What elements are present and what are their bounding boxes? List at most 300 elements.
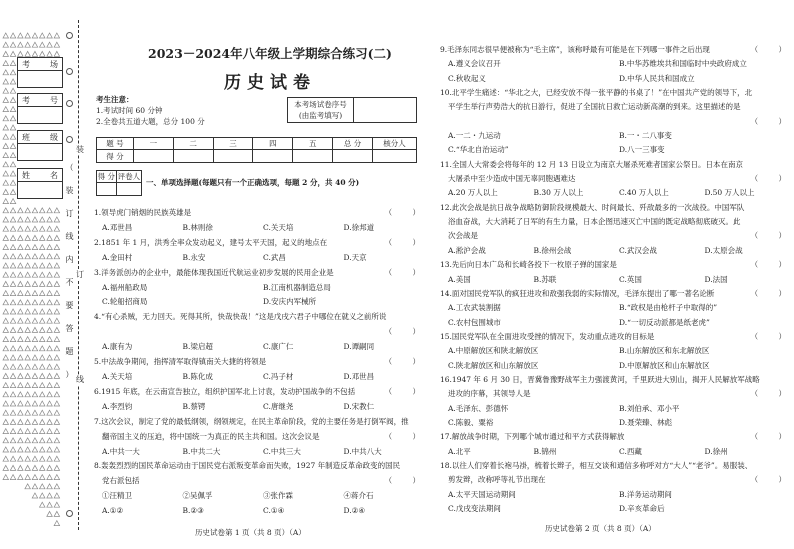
option[interactable]: B.刘伯承、邓小平 xyxy=(619,403,680,413)
question-line xyxy=(94,206,424,221)
grader-label: 评卷人 xyxy=(117,172,141,181)
section-title: 一、单项选择题(每题只有一个正确选项，每题 2 分，共 40 分) xyxy=(146,178,360,187)
option[interactable]: A.康有为 xyxy=(102,342,133,352)
triangle-mark xyxy=(32,465,38,470)
option[interactable]: C.关天培 xyxy=(263,222,294,232)
triangle-mark xyxy=(18,355,24,360)
triangle-mark xyxy=(32,410,38,415)
info-field-box[interactable] xyxy=(17,93,63,124)
score-cell[interactable] xyxy=(373,150,417,163)
option[interactable]: A.美国 xyxy=(448,274,471,284)
triangle-mark xyxy=(32,373,38,378)
triangle-mark xyxy=(32,208,38,213)
triangle-mark xyxy=(10,61,16,66)
question-line xyxy=(440,43,790,57)
triangle-mark xyxy=(18,263,24,268)
triangle-mark xyxy=(10,245,16,250)
score-cell[interactable] xyxy=(333,150,373,163)
option[interactable]: C.冯子材 xyxy=(263,371,294,381)
triangle-mark xyxy=(32,226,38,231)
triangle-mark xyxy=(3,235,9,240)
triangle-mark xyxy=(3,79,9,84)
option[interactable]: B.永安 xyxy=(182,252,206,262)
triangle-mark xyxy=(10,465,16,470)
triangle-mark xyxy=(54,346,60,351)
triangle-mark xyxy=(3,327,9,332)
option[interactable]: C.康广仁 xyxy=(263,342,294,352)
option[interactable]: C.秋收起义 xyxy=(448,73,486,83)
option[interactable]: C.①④ xyxy=(263,506,285,516)
triangle-mark xyxy=(10,97,16,102)
triangle-mark xyxy=(40,355,46,360)
triangle-mark xyxy=(10,272,16,277)
option[interactable]: A.关天培 xyxy=(102,371,133,381)
grader-cell[interactable] xyxy=(116,183,141,196)
triangle-mark xyxy=(10,254,16,259)
triangle-mark xyxy=(47,419,53,424)
option[interactable]: C.武汉会战 xyxy=(619,245,657,255)
triangle-mark xyxy=(18,33,24,38)
triangle-mark xyxy=(18,456,24,461)
answer-paren[interactable]: （ ） xyxy=(384,476,420,486)
triangle-mark xyxy=(3,226,9,231)
question-line xyxy=(94,459,424,474)
option[interactable]: ②吴佩孚 xyxy=(182,491,213,501)
triangle-mark xyxy=(3,355,9,360)
triangle-mark xyxy=(25,456,31,461)
triangle-mark xyxy=(25,300,31,305)
question xyxy=(440,430,790,459)
score-header-cell: 题 号 xyxy=(97,138,134,150)
option[interactable]: C.戊戌变法期间 xyxy=(448,504,501,513)
triangle-mark xyxy=(3,447,9,452)
answer-paren[interactable]: （ ） xyxy=(384,267,420,277)
triangle-mark xyxy=(10,364,16,369)
triangle-mark xyxy=(32,327,38,332)
triangle-mark xyxy=(18,401,24,406)
triangle-mark xyxy=(47,291,53,296)
option[interactable]: D.天京 xyxy=(343,252,367,262)
question-text: 13.先后向日本广岛和长崎各投下一枚原子弹的国家是 xyxy=(440,260,617,270)
triangle-mark xyxy=(40,475,46,480)
question-text: 1.领导虎门销烟的民族英雄是 xyxy=(94,208,192,217)
triangle-mark xyxy=(54,373,60,378)
question-text: 16.1947 年 6 月 30 日，晋冀鲁豫野战军主力强渡黄河，千里跃进大别山，揭开人民解放军战略 xyxy=(440,374,760,384)
triangle-mark xyxy=(54,235,60,240)
option[interactable]: B.林则徐 xyxy=(182,222,213,232)
question-line xyxy=(440,459,790,473)
triangle-mark xyxy=(47,309,53,314)
triangle-mark xyxy=(18,392,24,397)
options xyxy=(440,244,790,258)
triangle-mark xyxy=(32,484,38,489)
triangle-mark xyxy=(25,419,31,424)
answer-paren[interactable]: （ ） xyxy=(750,231,786,241)
score-table xyxy=(96,137,417,163)
option[interactable]: B.蔡锷 xyxy=(182,401,206,411)
score-row-label: 得 分 xyxy=(97,150,134,163)
answer-paren[interactable]: （ ） xyxy=(750,45,786,54)
triangle-mark xyxy=(3,419,9,424)
triangle-mark xyxy=(10,162,16,167)
triangle-mark xyxy=(3,465,9,470)
binding-warning-char: 内 xyxy=(65,255,74,264)
question-text: 10.北平学生痛述：“华北之大，已经安放不得一张平静的书桌了！”在中国共产党的领导下，北 xyxy=(440,88,753,98)
triangle-mark xyxy=(32,300,38,305)
triangle-mark xyxy=(47,42,53,47)
option[interactable]: D.②④ xyxy=(343,506,366,516)
option[interactable]: D.邓世昌 xyxy=(343,371,375,381)
score-header-cell: 五 xyxy=(293,138,333,150)
serial-number-box xyxy=(287,97,417,123)
triangle-mark xyxy=(3,107,9,112)
question xyxy=(440,158,790,201)
triangle-mark xyxy=(47,254,53,259)
score-cell[interactable] xyxy=(293,150,333,163)
answer-paren[interactable]: （ ） xyxy=(750,475,786,485)
info-field-box[interactable] xyxy=(17,57,63,88)
triangle-mark xyxy=(25,392,31,397)
triangle-mark xyxy=(18,429,24,434)
option[interactable]: A.淞沪会战 xyxy=(448,245,486,255)
triangle-mark xyxy=(40,364,46,369)
binding-warning-char: 要 xyxy=(65,301,74,310)
info-field-box[interactable] xyxy=(17,168,63,199)
options xyxy=(440,344,790,373)
option[interactable]: ④蒋介石 xyxy=(343,491,374,501)
option[interactable]: C.农村包围城市 xyxy=(448,317,501,327)
triangle-mark xyxy=(40,484,46,489)
option[interactable]: A.中共一大 xyxy=(102,446,140,456)
triangle-mark xyxy=(40,281,46,286)
option[interactable]: D.中华人民共和国成立 xyxy=(619,73,695,83)
triangle-mark xyxy=(47,51,53,56)
score-cell[interactable] xyxy=(133,150,173,163)
option[interactable]: C.40 万人以上 xyxy=(619,188,669,198)
question xyxy=(440,86,790,158)
score-header-cell: 总 分 xyxy=(333,138,373,150)
option[interactable]: B.陈化成 xyxy=(182,371,213,381)
triangle-mark xyxy=(25,217,31,222)
triangle-mark xyxy=(32,33,38,38)
triangle-mark xyxy=(10,143,16,148)
triangle-mark xyxy=(32,447,38,452)
option[interactable]: B.徐州会战 xyxy=(533,245,572,255)
triangle-mark xyxy=(18,281,24,286)
triangle-mark xyxy=(25,410,31,415)
subject-title: 历史试卷 xyxy=(224,73,316,93)
triangle-mark xyxy=(25,318,31,323)
option[interactable]: B.梁启超 xyxy=(182,342,213,352)
triangle-mark xyxy=(10,180,16,185)
triangle-mark xyxy=(54,337,60,342)
answer-paren[interactable]: （ ） xyxy=(750,174,786,184)
question xyxy=(94,310,424,355)
option[interactable]: D.中原解放区和山东解放区 xyxy=(619,360,710,370)
score-header-cell: 四 xyxy=(253,138,293,150)
option[interactable]: A.一二・九运动 xyxy=(448,131,501,141)
triangle-mark xyxy=(47,208,53,213)
answer-paren[interactable]: （ ） xyxy=(750,389,786,399)
option[interactable]: D.宋教仁 xyxy=(343,401,375,411)
triangle-mark xyxy=(54,456,60,461)
triangle-mark xyxy=(47,484,53,489)
triangle-mark xyxy=(54,327,60,332)
option[interactable]: D.徐州 xyxy=(704,446,728,456)
options xyxy=(94,221,424,236)
triangle-mark xyxy=(10,42,16,47)
question-text: 次会战是 xyxy=(448,231,478,241)
answer-paren[interactable]: （ ） xyxy=(750,331,786,341)
question-line xyxy=(440,115,790,129)
option[interactable]: A.邓世昌 xyxy=(102,222,133,232)
option[interactable]: A.北平 xyxy=(448,446,471,456)
question-text: 11.全国人大常委会将每年的 12 月 13 日设立为南京大屠杀死难者国家公祭日。日本在南京 xyxy=(440,159,744,169)
triangle-mark xyxy=(18,51,24,56)
question xyxy=(440,330,790,373)
triangle-mark xyxy=(47,318,53,323)
triangle-mark xyxy=(32,337,38,342)
score-cell[interactable] xyxy=(173,150,213,163)
triangle-mark xyxy=(3,337,9,342)
triangle-mark xyxy=(10,392,16,397)
question xyxy=(94,385,424,415)
triangle-mark xyxy=(47,429,53,434)
option[interactable]: A.20 万人以上 xyxy=(448,188,498,198)
option[interactable]: B.苏联 xyxy=(533,274,557,284)
exam-notes xyxy=(96,94,205,127)
option[interactable]: C.“华北自治运动” xyxy=(448,145,509,155)
question xyxy=(94,236,424,266)
triangle-mark xyxy=(25,465,31,470)
option[interactable]: D.徐邦道 xyxy=(343,222,375,232)
answer-paren[interactable]: （ ） xyxy=(384,327,420,337)
question-line xyxy=(440,172,790,186)
option[interactable]: ③张作霖 xyxy=(263,491,293,501)
triangle-mark xyxy=(40,438,46,443)
score-header-cell: 三 xyxy=(213,138,253,150)
answer-paren[interactable]: （ ） xyxy=(384,237,420,247)
triangle-mark xyxy=(40,318,46,323)
option[interactable]: B.30 万人以上 xyxy=(533,188,584,198)
triangle-mark xyxy=(32,475,38,480)
answer-paren[interactable]: （ ） xyxy=(750,432,786,442)
option[interactable]: D.辛亥革命后 xyxy=(619,504,665,513)
triangle-mark xyxy=(3,373,9,378)
circle-mark xyxy=(66,68,73,75)
option[interactable]: B.山东解放区和东北解放区 xyxy=(619,346,710,356)
option[interactable]: D.聂荣臻、林彪 xyxy=(619,417,673,427)
option[interactable]: A.遵义会议召开 xyxy=(448,59,501,69)
binding-warning-char: 线 xyxy=(65,232,74,241)
option[interactable]: A.中原解放区和陕北解放区 xyxy=(448,346,539,356)
option[interactable]: B.②③ xyxy=(182,506,204,516)
info-field-box[interactable] xyxy=(17,130,63,161)
answer-paren[interactable]: （ ） xyxy=(384,386,420,396)
option[interactable]: C.西藏 xyxy=(619,446,642,456)
question-line xyxy=(440,387,790,401)
triangle-mark xyxy=(3,438,9,443)
question xyxy=(94,355,424,385)
option[interactable]: A.金田村 xyxy=(102,252,133,262)
question-text: 翻帝国主义的压迫，将中国统一为真正的民主共和国。这次会议是 xyxy=(102,431,320,441)
question-line xyxy=(94,430,424,445)
score-cell[interactable] xyxy=(213,150,253,163)
score-header-cell: 一 xyxy=(133,138,173,150)
option[interactable]: C.陕北解放区和山东解放区 xyxy=(448,360,539,370)
question xyxy=(94,415,424,460)
option[interactable]: A.福州船政局 xyxy=(102,282,148,292)
answer-paren[interactable]: （ ） xyxy=(750,116,786,126)
options xyxy=(440,445,790,459)
answer-paren[interactable]: （ ） xyxy=(750,260,786,270)
triangle-mark xyxy=(40,493,46,498)
triangle-mark xyxy=(32,355,38,360)
option[interactable]: C.陈毅、粟裕 xyxy=(448,417,494,427)
section-score-cell[interactable] xyxy=(97,183,117,196)
option[interactable]: B.“政权是由枪杆子中取得的” xyxy=(619,303,718,313)
triangle-mark xyxy=(32,493,38,498)
triangle-mark xyxy=(10,318,16,323)
question-text: 平学生举行声势浩大的抗日游行，促进了全国抗日救亡运动新高潮的到来。这里描述的是 xyxy=(448,102,741,112)
question-text: 6.1915 年底，在云南宣告独立，组织护国军北上讨袁，发动护国战争的不包括 xyxy=(94,386,356,396)
triangle-mark xyxy=(47,465,53,470)
binding-seal-char: 订 xyxy=(76,270,84,279)
question-line xyxy=(94,310,424,325)
option[interactable]: A.工农武装割据 xyxy=(448,303,501,313)
question-text: 14.面对国民党军队的疯狂进攻和敌强我弱的实际情况，毛泽东提出了哪一著名论断 xyxy=(440,288,715,298)
triangle-mark xyxy=(3,125,9,130)
triangle-mark xyxy=(40,254,46,259)
question-text: 5.中法战争期间，指挥清军取得镇南关大捷的将领是 xyxy=(94,357,267,367)
score-cell[interactable] xyxy=(253,150,293,163)
triangle-mark xyxy=(32,401,38,406)
option[interactable]: B.洋务运动期间 xyxy=(619,489,672,499)
triangle-mark xyxy=(25,337,31,342)
option[interactable]: C.唐继尧 xyxy=(263,401,294,411)
question-line xyxy=(440,473,790,487)
triangle-mark xyxy=(10,171,16,176)
triangle-mark xyxy=(54,309,60,314)
option[interactable]: A.①② xyxy=(102,506,124,516)
binding-warning-char: 答 xyxy=(65,324,74,333)
question-line xyxy=(440,229,790,243)
option[interactable]: A.太平天国运动期间 xyxy=(448,489,516,499)
answer-paren[interactable]: （ ） xyxy=(384,357,420,367)
answer-paren[interactable]: （ ） xyxy=(384,431,420,441)
option[interactable]: D.谭嗣同 xyxy=(343,342,375,352)
answer-paren[interactable]: （ ） xyxy=(384,208,420,217)
option[interactable]: A.毛泽东、彭德怀 xyxy=(448,403,509,413)
question-text: 4.“有心杀贼，无力回天。死得其所，快哉快哉！”这是戊戌六君子中哪位在就义之前所说 xyxy=(94,312,387,322)
triangle-mark xyxy=(54,254,60,259)
triangle-mark xyxy=(3,263,9,268)
triangle-mark xyxy=(18,309,24,314)
note-item: 2.全卷共五道大题，总分 100 分 xyxy=(96,117,205,126)
question-text: 进攻的序幕，其领导人是 xyxy=(448,389,531,399)
triangle-mark xyxy=(10,456,16,461)
question-line xyxy=(440,158,790,172)
triangle-mark xyxy=(10,346,16,351)
triangle-mark xyxy=(3,281,9,286)
option[interactable]: B.锦州 xyxy=(533,446,557,456)
triangle-mark xyxy=(54,263,60,268)
triangle-mark xyxy=(25,346,31,351)
triangle-mark xyxy=(18,226,24,231)
binding-seal-char: 装 xyxy=(76,145,84,154)
options xyxy=(94,445,424,460)
triangle-mark xyxy=(10,291,16,296)
serial-input[interactable] xyxy=(354,98,417,123)
triangle-mark xyxy=(40,226,46,231)
question-text: 12.此次会战是抗日战争战略防御阶段规模最大、时间最长、歼敌最多的一次战役。中国军队 xyxy=(440,202,745,212)
option[interactable]: A.李烈钧 xyxy=(102,401,133,411)
option[interactable]: B.中共二大 xyxy=(182,446,221,456)
option[interactable]: D.八一三事变 xyxy=(619,145,665,155)
triangle-mark xyxy=(54,484,60,489)
triangle-mark xyxy=(18,419,24,424)
binding-warning-char: （ xyxy=(65,163,74,172)
triangle-mark xyxy=(3,346,9,351)
triangle-mark xyxy=(10,88,16,93)
triangle-mark xyxy=(18,410,24,415)
triangle-mark xyxy=(10,263,16,268)
triangle-mark xyxy=(3,180,9,185)
option[interactable]: B.一・二八事变 xyxy=(619,131,672,141)
options xyxy=(440,488,790,517)
triangle-mark xyxy=(3,171,9,176)
triangle-mark xyxy=(47,327,53,332)
option[interactable]: D.“一切反动派都是纸老虎” xyxy=(619,317,710,327)
triangle-mark xyxy=(32,429,38,434)
option[interactable]: D.50 万人以上 xyxy=(704,188,755,198)
triangle-mark xyxy=(3,134,9,139)
triangle-mark xyxy=(10,327,16,332)
triangle-mark xyxy=(47,355,53,360)
answer-paren[interactable]: （ ） xyxy=(750,288,786,298)
triangle-mark xyxy=(32,272,38,277)
question-line xyxy=(440,258,790,272)
triangle-mark xyxy=(54,419,60,424)
triangle-mark xyxy=(10,51,16,56)
triangle-mark xyxy=(32,235,38,240)
option[interactable]: C.武昌 xyxy=(263,252,286,262)
triangle-mark xyxy=(25,208,31,213)
option[interactable]: B.中华苏维埃共和国临时中央政府成立 xyxy=(619,59,747,69)
binding-warning-char: 订 xyxy=(65,209,74,218)
triangle-mark xyxy=(40,392,46,397)
option[interactable]: ①汪精卫 xyxy=(102,491,132,501)
option[interactable]: D.安庆内军械所 xyxy=(263,297,317,307)
triangle-mark xyxy=(3,318,9,323)
option[interactable]: D.中共八大 xyxy=(343,446,382,456)
option[interactable]: B.江南机器制造总局 xyxy=(263,282,331,292)
option[interactable]: D.太原会战 xyxy=(704,245,743,255)
triangle-mark xyxy=(54,392,60,397)
triangle-mark xyxy=(40,208,46,213)
triangle-mark xyxy=(10,235,16,240)
options xyxy=(94,281,424,311)
option[interactable]: C.中共三大 xyxy=(263,446,301,456)
option[interactable]: C.英国 xyxy=(619,274,642,284)
triangle-mark xyxy=(32,318,38,323)
triangle-mark xyxy=(54,318,60,323)
option[interactable]: D.法国 xyxy=(704,274,728,284)
triangle-mark xyxy=(54,465,60,470)
option[interactable]: C.轮船招商局 xyxy=(102,297,148,307)
triangle-mark xyxy=(40,373,46,378)
page-footer: 历史试卷第 2 页（共 8 页）（A） xyxy=(545,524,656,533)
